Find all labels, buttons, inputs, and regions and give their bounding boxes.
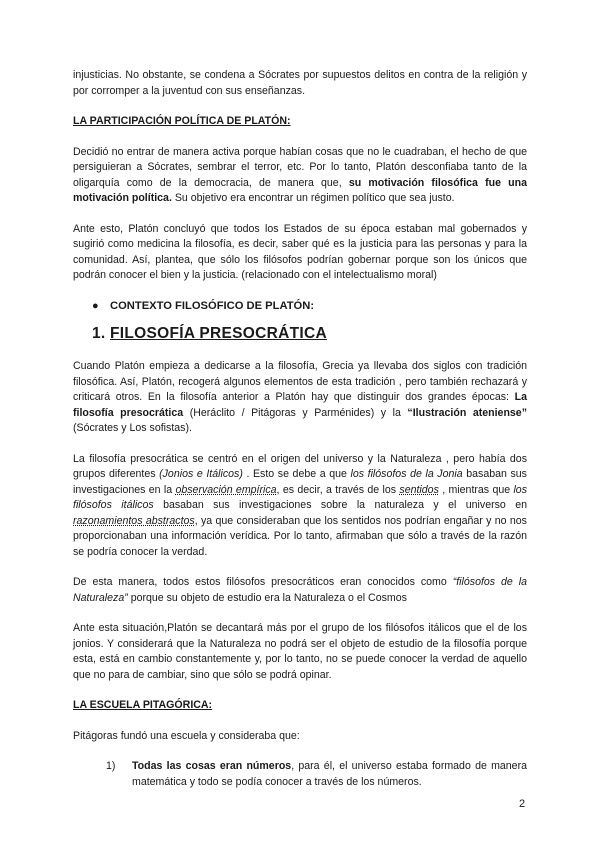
paragraph-origen-universo: La filosofía presocrática se centró en el origen del universo y la Naturaleza , pero había dos grupos diferentes (Jonios e Itálicos) . Esto se debe a que los filósofos de la Jonia basaban sus investigaciones en la observación empírica, es decir, a través de los sentidos , mientras que los filósofos itálicos basaban sus investigaciones sobre la naturaleza y el universo en razonamientos abstractos, ya que consideraban que los sentidos nos podrían engañar y no nos proporcionaban una información verídica. Por lo tanto, afirmaban que sólo a través de la razón se podría conocer la verdad.: [73, 452, 528, 558]
paragraph-italicos: Ante esta situación,Platón se decantará más por el grupo de los filósofos itálicos que el de los jonios. Y considerará que la Naturaleza no podrá ser el objeto de estudio de la filosofía porque esta, está en cambio constantemente y, por lo tanto, no se puede conocer la verdad de aquello que no para de cambiar, sino que sólo se podrá opinar.: [73, 622, 527, 681]
section-title-escuela-pitagorica: LA ESCUELA PITAGÓRICA:: [73, 699, 213, 711]
paragraph-intro: injusticias. No obstante, se condena a Sócrates por supuestos delitos en contra de la religión y por corromper a la juventud con sus enseñanzas.: [73, 69, 527, 97]
section-title-participacion-politica: LA PARTICIPACIÓN POLÍTICA DE PLATÓN:: [73, 115, 291, 127]
paragraph-filosofos-naturaleza: De esta manera, todos estos filósofos presocráticos eran conocidos como “filósofos de la Naturaleza” porque su objeto de estudio era la Naturaleza o el Cosmos: [73, 576, 527, 604]
bullet-icon: ●: [92, 299, 99, 312]
list-item-number: 1): [106, 760, 116, 772]
paragraph-pitagoras: Pitágoras fundó una escuela y consideraba que:: [73, 729, 300, 742]
paragraph-estados: Ante esto, Platón concluyó que todos los Estados de su época estaban mal gobernados y sugirió como medicina la filosofía, es decir, saber qué es la justicia para las personas y para la comunidad. Así, plantea, que sólo los filósofos podrían gobernar porque son los únicos que podrán conocer el bien y la justicia. (relacionado con el intelectualismo moral): [73, 222, 527, 281]
document-page: [73, 68, 527, 790]
heading-filosofia-presocratica: [92, 324, 527, 344]
page-number: 2: [519, 798, 526, 810]
bullet-heading-contexto: [92, 299, 527, 315]
list-item: [106, 759, 527, 790]
paragraph-tradicion: Cuando Platón empieza a dedicarse a la filosofía, Grecia ya llevaba dos siglos con tradición filosófica. Así, Platón, recogerá algunos elementos de esta tradición , pero también rechazará y criticará otros. En la filosofía anterior a Platón hay que distinguir dos grandes épocas: La filosofía presocrática (Heráclito / Pitágoras y Parménides) y la “Ilustración ateniense” (Sócrates y Los sofistas).: [73, 360, 527, 434]
paragraph-motivacion-politica: Decidió no entrar de manera activa porque habían cosas que no le cuadraban, el hecho de que persiguieran a Sócrates, sembrar el terror, etc. Por lo tanto, Platón desconfiaba tanto de la oligarquía como de la democracia, de manera que, su motivación filosófica fue una motivación política. Su objetivo era encontrar un régimen político que sea justo.: [73, 145, 527, 204]
heading-number: 1.: [92, 325, 106, 342]
bullet-heading-label: CONTEXTO FILOSÓFICO DE PLATÓN:: [110, 299, 315, 312]
list-item-text: Todas las cosas eran números, para él, el universo estaba formado de manera matemática y todo se podía conocer a través de los números.: [132, 760, 527, 788]
heading-label: FILOSOFÍA PRESOCRÁTICA: [110, 325, 328, 342]
